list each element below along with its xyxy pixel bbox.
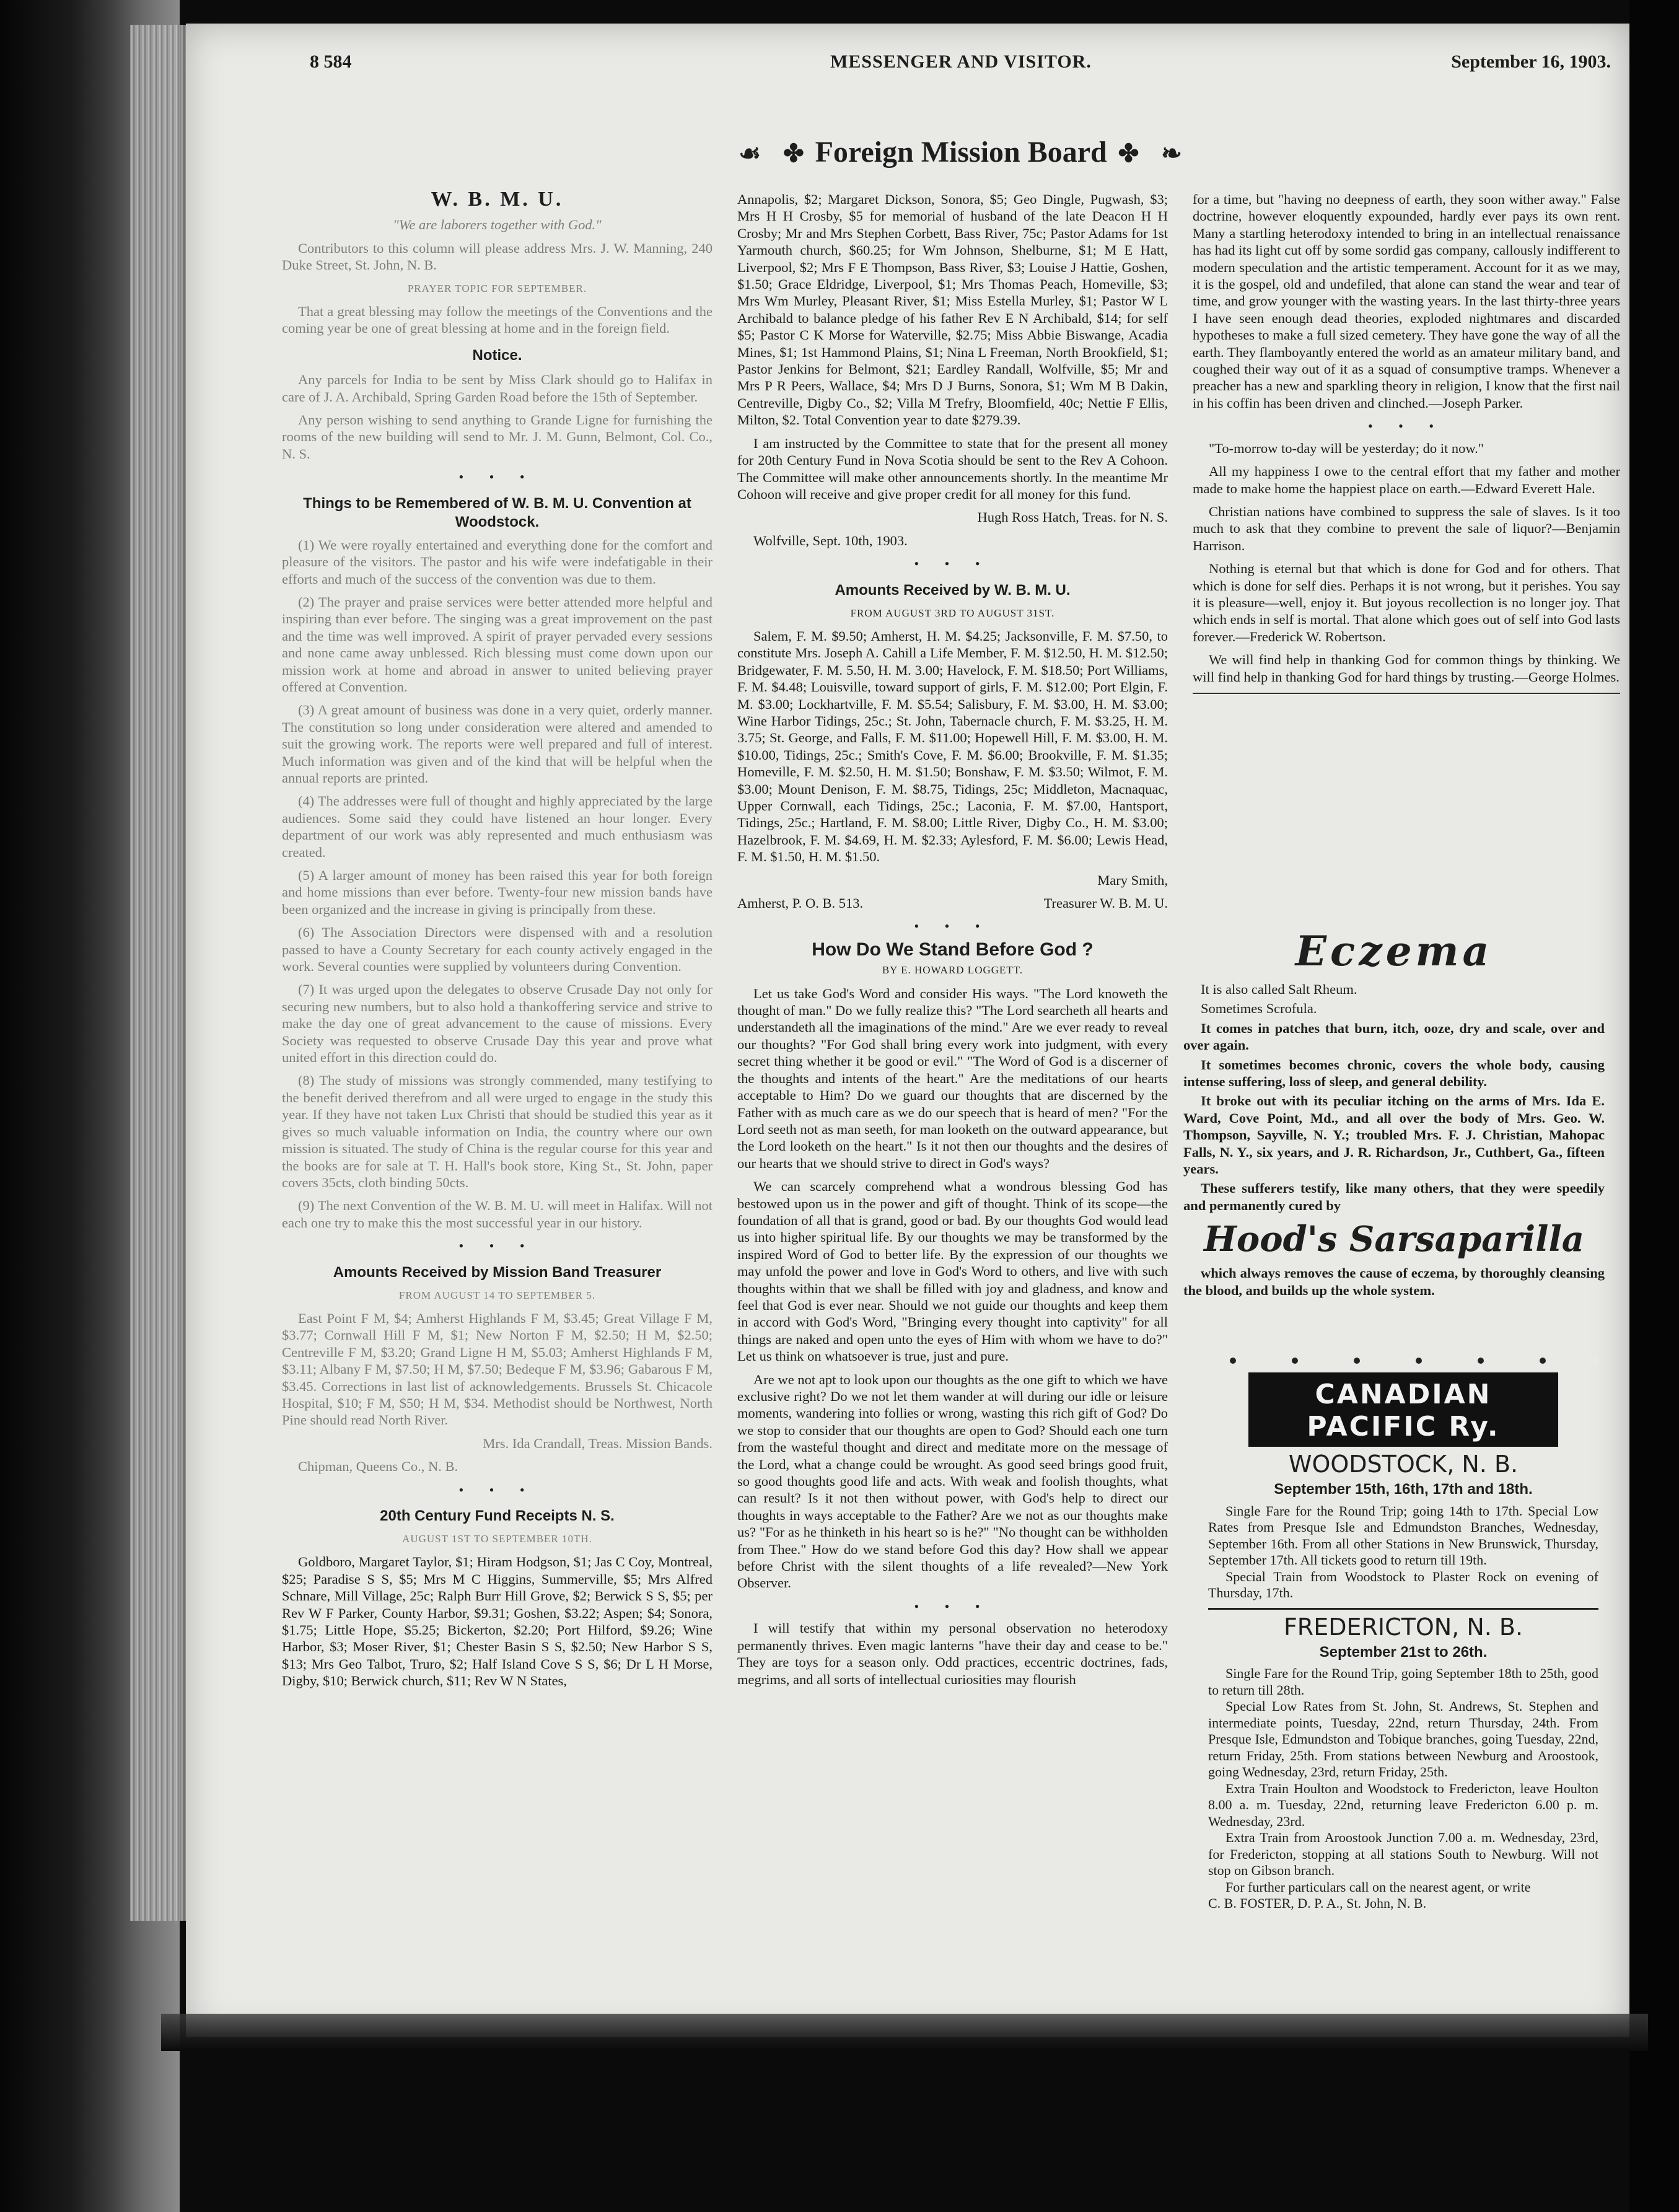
ad-divider (1190, 1357, 1598, 1364)
fund-text: Goldboro, Margaret Taylor, $1; Hiram Hodgson, $1; Jas C Coy, Montreal, $25; Paradise S S, $5; Mrs M C Higgins, Summerville, $5; Mrs Alfred Schnare, Mill Village, 25c; Ralph Burr Hill Grove, $2; Berwick S S, $5; per Rev W F Parker, County Harbor, $9.31; Goshen, $3.22; Aspen; $4; Sonora, $1.75; Little Hope, $5.25; Bickerton, $2.20; Port Hilford, $9.26; Wine Harbor, $3; Moser River, $1; Chester Basin S S, $2.50; New Harbor S S, $13; Mrs Geo Talbot, Truro, $2; Half Island Cove S S, $6; Dr L H Morse, Digby, $10; Berwick church, $11; Rev W N States, (282, 1554, 712, 1689)
ad-line: It is also called Salt Rheum. (1201, 981, 1357, 997)
prayer-text: That a great blessing may follow the meetings of the Conventions and the coming year be one of great blessing at home and in the foreign field. (282, 304, 712, 336)
band-heading: Amounts Received by Mission Band Treasurer (333, 1263, 662, 1281)
issue-date: September 16, 1903. (1451, 51, 1611, 72)
cpr-paragraph: Single Fare for the Round Trip; going 14th to 17th. Special Low Rates from Presque Isle and Edmundston Branches, Wednesday, September 16th. From all other Stations in New Brunswick, Thursday, September 17th. All tickets good to return till 19th. (1208, 1503, 1598, 1568)
masthead (310, 51, 1611, 95)
list-item: (8) The study of missions was strongly commended, many testifying to the benefit derived therefrom and all were urged to engage in the study this year. If they have not taken Lux Christi that should be studied this year as it gives so much valuable information on India, the country where our own mission is situated. The study of China is the regular course for this year and the books are for sale at T. H. Hall's book store, King St., St. John, paper covers 35cts, cloth binding 50cts. (282, 1073, 712, 1190)
notice-paragraph: Any person wishing to send anything to Grande Ligne for furnishing the rooms of the new building will send to Mr. J. M. Gunn, Belmont, Col. Co., N. S. (282, 412, 712, 462)
ad-line: It sometimes becomes chronic, covers the whole body, causing intense suffering, loss of sleep, and general debility. (1183, 1056, 1605, 1090)
list-item: (1) We were royally entertained and everything done for the comfort and pleasure of the visitors. The pastor and his wife were indefatigable in their efforts and much of the success of the convention was due to them. (282, 537, 712, 587)
article-heading: How Do We Stand Before God ? (812, 939, 1094, 960)
page-number: 8 584 (310, 51, 352, 72)
list-item: (2) The prayer and praise services were better attended more helpful and inspiring than ever before. The singing was a great improvement on the past and the time was well improved. A spirit of prayer pervaded every sessions and none came away unblessed. Rich blessing must come down upon our mission work at home and abroad in answer to united believing prayer offered at Convention. (282, 594, 712, 695)
notice-heading: Notice. (472, 346, 522, 364)
ad-line: These sufferers testify, like many others, that they were speedily and permanently cured by (1183, 1180, 1605, 1213)
band-place: Chipman, Queens Co., N. B. (298, 1459, 458, 1475)
dates-woodstock: September 15th, 16th, 17th and 18th. (1274, 1481, 1533, 1498)
section-title (620, 135, 1301, 169)
quote-paragraph: "To-morrow to-day will be yesterday; do it now." (1209, 440, 1484, 456)
scan-border (1629, 0, 1679, 2212)
separator-stars: • • • (914, 556, 991, 572)
cpr-paragraph: Extra Train from Aroostook Junction 7.00 a. m. Wednesday, 23rd, for Fredericton, stopping at all stations South to Newburg. Will not stop on Gibson branch. (1208, 1830, 1598, 1878)
list-item: (9) The next Convention of the W. B. M. U. will meet in Halifax. Will not each one try to make this the most successful year in our history. (282, 1198, 712, 1231)
quote-paragraph: Nothing is eternal but that which is done for God and for others. That which is done for self dies. Perhaps it is not wrong, but it perishes. You say it is pleasure—well, enjoy it. But joyous recollection is no longer joy. That which ends in self is mortal. That alone which goes out of self into God lasts forever.—Frederick W. Robertson. (1193, 561, 1620, 644)
fund-heading: 20th Century Fund Receipts N. S. (380, 1508, 615, 1524)
cpr-paragraph: For further particulars call on the nearest agent, or write (1225, 1879, 1531, 1895)
cpr-paragraph: Special Train from Woodstock to Plaster Rock on evening of Thursday, 17th. (1208, 1568, 1598, 1600)
ad-line: It comes in patches that burn, itch, ooze, dry and scale, over and over again. (1183, 1020, 1605, 1053)
amounts-text: Salem, F. M. $9.50; Amherst, H. M. $4.25; Jacksonville, F. M. $7.50, to constitute Mrs. Joseph A. Cahill a Life Member, F. M. $12.50, H. M. $12.50; Bridgewater, F. M. 5.50, H. M. 3.00; Havelock, F. M. $18.50; Port Williams, F. M. $4.48; Louisville, toward support of girls, F. M. $12.00; Port Elgin, F. M. $3.00; Lockhartville, F. M. $5.54; Salisbury, F. M. $3.00, H. M. $3.00; Wine Harbor Tidings, 25c.; St. John, Tabernacle church, F. M. $3.25, H. M. 3.75; St. George, and Falls, F. M. $11.00; Hopewell Hill, F. M. $3.00, H. M. $10.00, Tidings, 25c.; Smith's Cove, F. M. $6.00; Brookville, F. M. $1.35; Homeville, F. M. $2.50, H. M. $1.50; Bonshaw, F. M. $3.50; Wilmot, F. M. $3.00; Mount Denison, F. M. $8.75, Tidings, 25c; Middleton, Macnaquac, Upper Cornwall, each Tidings, 25c.; Laconia, F. M. $7.00, Hantsport, Tidings, 25c.; Hartland, F. M. $8.00; Little River, Digby Co., H. M. $3.00; Hazelbrook, F. M. $4.69, H. M. $2.33; Aylesford, F. M. $6.00; Lewis Head, F. M. $1.50, H. M. $1.50. (737, 628, 1168, 865)
hoods-sarsaparilla-brand: Hood's Sarsaparilla (1203, 1219, 1585, 1260)
cpr-paragraph: Special Low Rates from St. John, St. Andrews, St. Stephen and intermediate points, Tuesday, 22nd, return Thursday, 24th. From Presque Isle, Edmundston and Tobique branches, going Tuesday, 22nd, return Friday, 25th. From stations between Newburg and Aroostook, going Wednesday, 23rd, return Friday, 25th. (1208, 1698, 1598, 1780)
amounts-heading: Amounts Received by W. B. M. U. (835, 581, 1071, 599)
fleuron-icon: ✤ (783, 139, 804, 167)
eczema-title: Eczema (1295, 927, 1493, 975)
instructed-paragraph: I am instructed by the Committee to state that for the present all money for 20th Century Fund in Nova Scotia should be sent to the Rev A Cohoon. The Committee will make other announcements shortly. In the meantime Mr Cohoon will receive and give proper credit for all money for this fund. (737, 435, 1168, 502)
separator-stars: • • • (458, 1238, 536, 1254)
canadian-pacific-logo (1248, 1372, 1558, 1447)
list-item: (3) A great amount of business was done in a very quiet, orderly manner. The constitution so long under consideration were altered and amended to suit the growing work. The reports were well prepared and full of interest. Much information was given and of the kind that will be helpful when the annual reports are printed. (282, 702, 712, 786)
article-paragraph: I will testify that within my personal observation no heterodoxy permanently thrives. Even magic lanterns "have their day and cease to be." They are toys for a season only. Odd practices, eccentric doctrines, fads, megrims, and all sorts of intellectual curiosities may flourish (737, 1620, 1168, 1687)
canadian-pacific-advertisement (1208, 1372, 1598, 1998)
separator-stars: • • • (914, 918, 991, 934)
band-text: East Point F M, $4; Amherst Highlands F M, $3.45; Great Village F M, $3.77; Cornwall Hill F M, $1; New Norton F M, $2.50; H M, $2.50; Centreville F M, $3.20; Grand Ligne H M, $5.03; Amherst Highlands F M, $3.11; Albany F M, $7.50; H M, $7.50; Bedeque F M, $3.96; Gabarous F M, $3.45. Corrections in last list of acknowledgements. Brussels St. Chicacole Hospital, $10; F M, $50; H M, $34. Methodist should be Northwest, North Pine should read North River. (282, 1310, 712, 1428)
page-shadow (161, 2014, 1648, 2051)
cpr-contact: C. B. FOSTER, D. P. A., St. John, N. B. (1208, 1895, 1427, 1911)
ad-rule (1208, 1608, 1598, 1610)
ad-tail: which always removes the cause of eczema, by thoroughly cleansing the blood, and builds up the whole system. (1183, 1265, 1605, 1298)
town-heading-fredericton: FREDERICTON, N. B. (1283, 1613, 1523, 1641)
logo-line: PACIFIC Ry. (1307, 1411, 1500, 1442)
article-paragraph: Let us take God's Word and consider His ways. "The Lord knoweth the thought of man." Do we fully realize this? "The Lord searcheth all hearts and understandeth all the imaginations of the mind." Are we ever ready to reveal our thoughts? "For God shall bring every work into judgment, with every secret thing whether it be good or evil." "The Word of God is a discerner of the thoughts and intents of the heart." Are the meditations of our hearts acceptable to Him? Do we guard our thoughts that are discerned by the Father with as much care as we do our speech that is heard of men? "For the Lord seeth not as man seeth, for man looketh on the outward appearance, but the Lord looketh on the heart." Is it not then our thoughts and the desires of our hearts that we should strive to direct in God's ways? (737, 985, 1168, 1171)
ornament-icon: ❧ (1161, 139, 1182, 167)
separator-stars: • • • (914, 1598, 991, 1614)
fund-dates: AUGUST 1ST TO SEPTEMBER 10TH. (402, 1533, 592, 1545)
column-2 (737, 191, 1168, 2000)
amounts-dates: FROM AUGUST 3RD TO AUGUST 31ST. (850, 607, 1055, 619)
list-item: (5) A larger amount of money has been raised this year for both foreign and home missions than ever before. Twenty-four new mission bands have been organized and the increase in giving is principally from these. (282, 867, 712, 917)
separator-stars: • • • (458, 469, 536, 485)
hatch-place: Wolfville, Sept. 10th, 1903. (753, 532, 908, 548)
quote-paragraph: Christian nations have combined to suppress the sale of slaves. Is it too much to ask that they combine to prevent the sale of liquor?—Benjamin Harrison. (1193, 503, 1620, 553)
column-rule (1193, 693, 1620, 694)
list-item: (6) The Association Directors were dispensed with and a resolution passed to have a County Secretary for each county actively engaged in the work. Several counties were supplied by volunteers during Convention. (282, 924, 712, 975)
smith-title: Treasurer W. B. M. U. (1043, 895, 1168, 911)
eczema-advertisement (1183, 926, 1605, 1372)
band-dates: FROM AUGUST 14 TO SEPTEMBER 5. (398, 1289, 596, 1301)
cpr-paragraph: Single Fare for the Round Trip, going September 18th to 25th, good to return till 28th. (1208, 1666, 1598, 1698)
article-paragraph: Are we not apt to look upon our thoughts as the one gift to which we have exclusive right? Do we not let them wander at will during our idle or leisure moments, wandering into follies or wrong, wasting this rich gift of God? Do we stop to consider that our thoughts are open to God? Should each one turn from the wasteful thought and direct and meditate more on the message of the Lord, what a change could be wrought. As good seed brings good fruit, so good thoughts good life and acts. With weak and foolish thoughts, what can result? Is it not then without power, with God's help to direct our thoughts in ways acceptable to the Father? Are we not as our thoughts make us? "For as he thinketh in his heart so is he?" "No thought can be withholden from Thee." How do we stand before God this day? How shall we appear before Christ with the silent thoughts of a life revealed?—New York Observer. (737, 1371, 1168, 1591)
cpr-paragraph: Extra Train Houlton and Woodstock to Fredericton, leave Houlton 8.00 a. m. Tuesday, 22nd, returning leave Fredericton 6.00 p. m. Wednesday, 23rd. (1208, 1780, 1598, 1829)
separator-stars: • • • (458, 1481, 536, 1498)
contributors-note: Contributors to this column will please address Mrs. J. W. Manning, 240 Duke Street, St. John, N. B. (282, 240, 712, 273)
ornament-icon: ☙ (739, 139, 761, 167)
things-heading: Things to be Remembered of W. B. M. U. Convention at Woodstock. (303, 494, 691, 530)
town-heading-woodstock: WOODSTOCK, N. B. (1288, 1451, 1519, 1478)
fleuron-icon: ✤ (1118, 139, 1139, 167)
band-signature: Mrs. Ida Crandall, Treas. Mission Bands. (483, 1435, 712, 1451)
separator-stars: • • • (1367, 418, 1445, 434)
dates-fredericton: September 21st to 26th. (1319, 1643, 1488, 1661)
smith-footer (737, 895, 1168, 911)
article-paragraph: We can scarcely comprehend what a wondrous blessing God has bestowed upon us in the power and gift of thought. Think of its scope—the foundation of all that is grand, good or bad. By our thoughts God would lead us into higher spiritual life. By our thoughts we may be transformed by the inspired Word of God to better life. By the expression of our thoughts we may unfold the power and love in God's Word to others, and live with such thoughts within that we shall be filled with joy and gladness, and know and feel that God is ever near. Should we not guide our thoughts and keep them in accord with God's Word, "Bringing every thought into captivity" for all things are naked and open unto the eyes of Him with whom we have to do?" Let us think on whatsoever is true, just and pure. (737, 1178, 1168, 1364)
prayer-topic-heading: PRAYER TOPIC FOR SEPTEMBER. (407, 282, 587, 294)
smith-signature: Mary Smith, (1097, 872, 1168, 888)
parker-continued: for a time, but "having no deepness of earth, they soon wither away." False doctrine, however eloquently expounded, hardly ever pays its own rent. Many a startling heterodoxy intended to bring in an intellectual renaissance has had its light cut off by some sordid gas company, callously indifferent to modern speculation and the artistic temperament. Account for it as we may, it is the gospel, old and undefiled, that alone can stand the wear and tear of time, and grow younger with the wasting years. In the last thirty-three years I have seen enough dead theories, exploded nightmares and discarded hypotheses to make a full sized cemetery. They have gone the way of all the earth. They flamboyantly entered the world as an amateur military band, and coughed their way out of it as a squad of consumptive tramps. Whenever a preacher has a new and sparkling theory in religion, I know that the first nail in his coffin has been driven and clinched.—Joseph Parker. (1193, 191, 1620, 411)
paper-name: MESSENGER AND VISITOR. (830, 51, 1092, 72)
fund-text-continued: Annapolis, $2; Margaret Dickson, Sonora, $5; Geo Dingle, Pugwash, $3; Mrs H H Crosby, $5 for memorial of husband of the late Deacon H H Crosby; Mr and Mrs Stephen Corbett, Bass River, 75c; Pastor Adams for 1st Yarmouth church, $60.25; for Wm Johnson, Shelburne, $1; M E Hatt, Liverpool, $2; Mrs F E Thompson, Bass River, $3; Louise J Hattie, Goshen, $1.50; Grace Eldridge, Liverpool, $1; Mrs Thomas Peach, Homeville, $3; Mrs Wm Murley, Pleasant River, $1; Miss Estella Murley, $1; Pastor W L Archibald to balance pledge of his father Rev E N Archibald, $14; for self $5; Pastor C K Morse for Waterville, $2.75; Miss Abbie Biswange, Acadia Mines, $1; 1st Hammond Plains, $1; Nina L Freeman, North Brookfield, $1; Pastor Jenkins for Belmont, $21; Eardley Randall, Wolfville, $5; Mr and Mrs P R Peers, Wallace, $4; Mrs D J Burns, Sonora, $1; Wm M B Dakin, Centreville, Digby Co., $2; Villa M Trefry, Bloomfield, 40c; Nettie F Ellis, Milton, $2. Total Convention year to date $279.39. (737, 191, 1168, 428)
board-title-text: Foreign Mission Board (815, 136, 1107, 169)
ad-line: It broke out with its peculiar itching on the arms of Mrs. Ida E. Ward, Cove Point, Md., and all over the body of Mrs. Geo. W. Thompson, Sayville, N. Y.; troubled Mrs. F. J. Christian, Mahopac Falls, N. Y., six years, and J. R. Richardson, Jr., Cuthbert, Ga., fifteen years. (1183, 1093, 1605, 1177)
quote-paragraph: All my happiness I owe to the central effort that my father and mother made to make home the happiest place on earth.—Edward Everett Hale. (1193, 463, 1620, 496)
wbmu-motto: "We are laborers together with God." (393, 217, 602, 233)
article-byline: BY E. HOWARD LOGGETT. (882, 964, 1024, 977)
smith-place: Amherst, P. O. B. 513. (737, 895, 864, 911)
list-item: (4) The addresses were full of thought and highly appreciated by the large audiences. Some said they could have listened an hour longer. Every department of our work was ably represented and much enthusiasm was created. (282, 793, 712, 860)
wbmu-heading: W. B. M. U. (431, 191, 564, 211)
column-1 (282, 191, 712, 1975)
ad-line: Sometimes Scrofula. (1201, 1001, 1317, 1017)
quote-paragraph: We will find help in thanking God for common things by thinking. We will find help in thanking God for hard things by trusting.—George Holmes. (1193, 652, 1620, 685)
logo-line: CANADIAN (1315, 1379, 1492, 1410)
hatch-signature: Hugh Ross Hatch, Treas. for N. S. (977, 509, 1168, 525)
notice-paragraph: Any parcels for India to be sent by Miss Clark should go to Halifax in care of J. A. Archibald, Spring Garden Road before the 15th of September. (282, 372, 712, 405)
list-item: (7) It was urged upon the delegates to observe Crusade Day not only for securing new numbers, but to also hold a thankoffering service and strive to make the day one of great advancement to the cause of missions. Every Society was requested to observe Crusade Day this year and prove what united effort in this direction could do. (282, 981, 712, 1066)
